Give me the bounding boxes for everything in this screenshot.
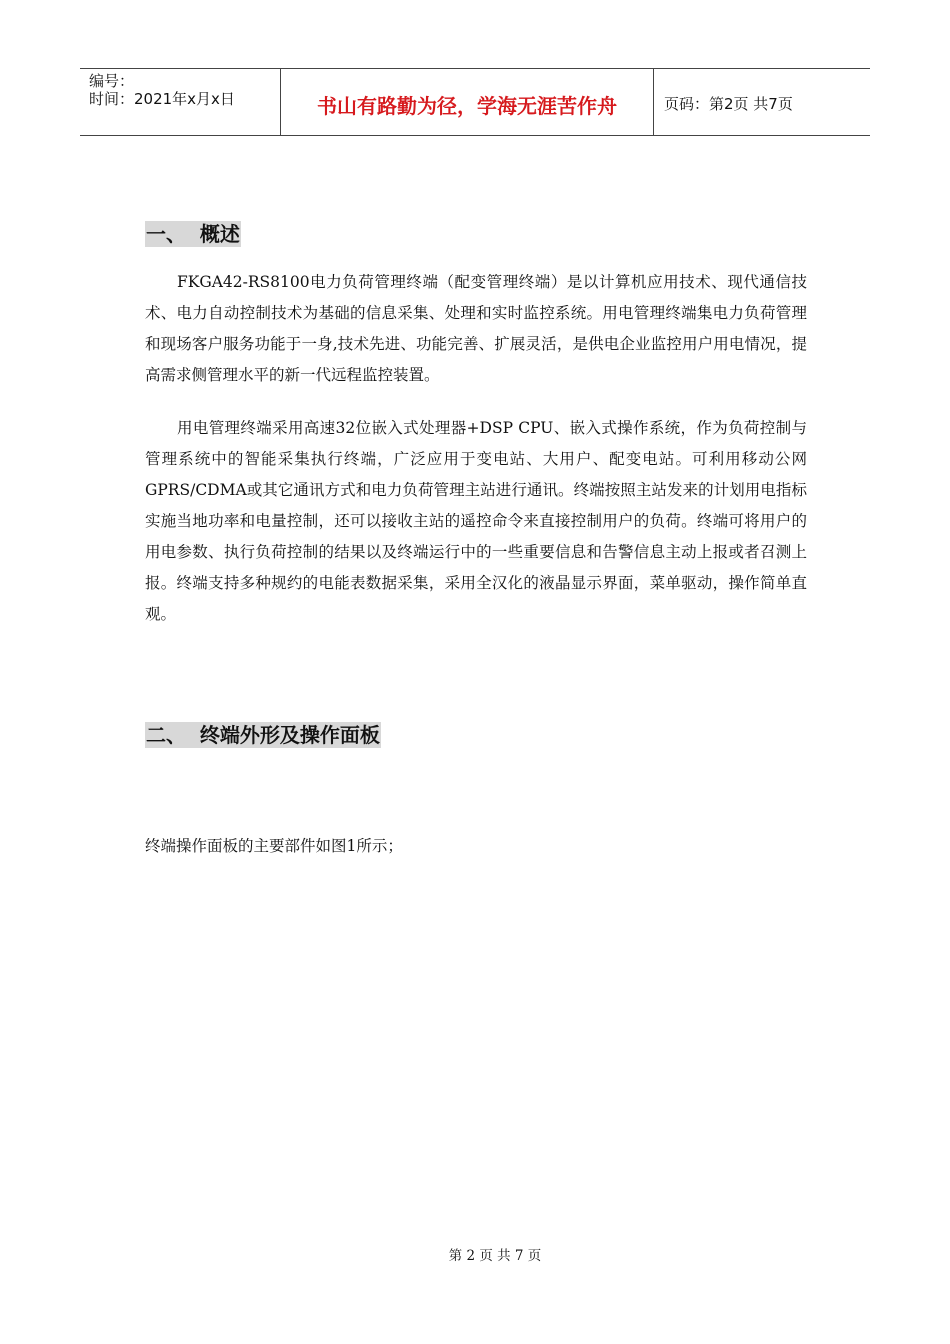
section-heading-appearance: 二、 终端外形及操作面板 xyxy=(146,723,380,747)
section-heading-overview: 一、 概述 xyxy=(146,222,240,246)
overview-paragraph-2: 用电管理终端采用高速32位嵌入式处理器+DSP CPU、嵌入式操作系统，作为负荷控制与管理系统中的智能采集执行终端，广泛应用于变电站、大用户、配变电站。可利用移动公网GPRS/CDMA或其它通讯方式和电力负荷管理主站进行通讯。终端按照主站发来的计划用电指标实施当地功率和电量控制，还可以接收主站的遥控命令来直接控制用户的负荷。终端可将用户的用电参数、执行负荷控制的结果以及终端运行中的一些重要信息和告警信息主动上报或者召测上报。终端支持多种规约的电能表数据采集，采用全汉化的液晶显示界面，菜单驱动，操作简单直观。 xyxy=(145,419,807,623)
document-number-label: 编号： xyxy=(89,72,135,90)
header-meta xyxy=(80,69,281,135)
page-footer: 第 2 页 共 7 页 xyxy=(448,1248,542,1264)
overview-paragraph-1: FKGA42-RS8100电力负荷管理终端（配变管理终端）是以计算机应用技术、现代通信技术、电力自动控制技术为基础的信息采集、处理和实时监控系统。用电管理终端集电力负荷管理和现场客户服务功能于一身,技术先进、功能完善、扩展灵活，是供电企业监控用户用电情况，提高需求侧管理水平的新一代远程监控装置。 xyxy=(145,273,807,384)
page-header xyxy=(80,68,870,136)
header-page-info: 页码：第2页 共7页 xyxy=(664,94,793,113)
document-time-label: 时间：2021年x月x日 xyxy=(89,90,235,108)
appearance-intro-text: 终端操作面板的主要部件如图1所示； xyxy=(145,837,403,855)
header-motto: 书山有路勤为径，学海无涯苦作舟 xyxy=(281,69,654,135)
